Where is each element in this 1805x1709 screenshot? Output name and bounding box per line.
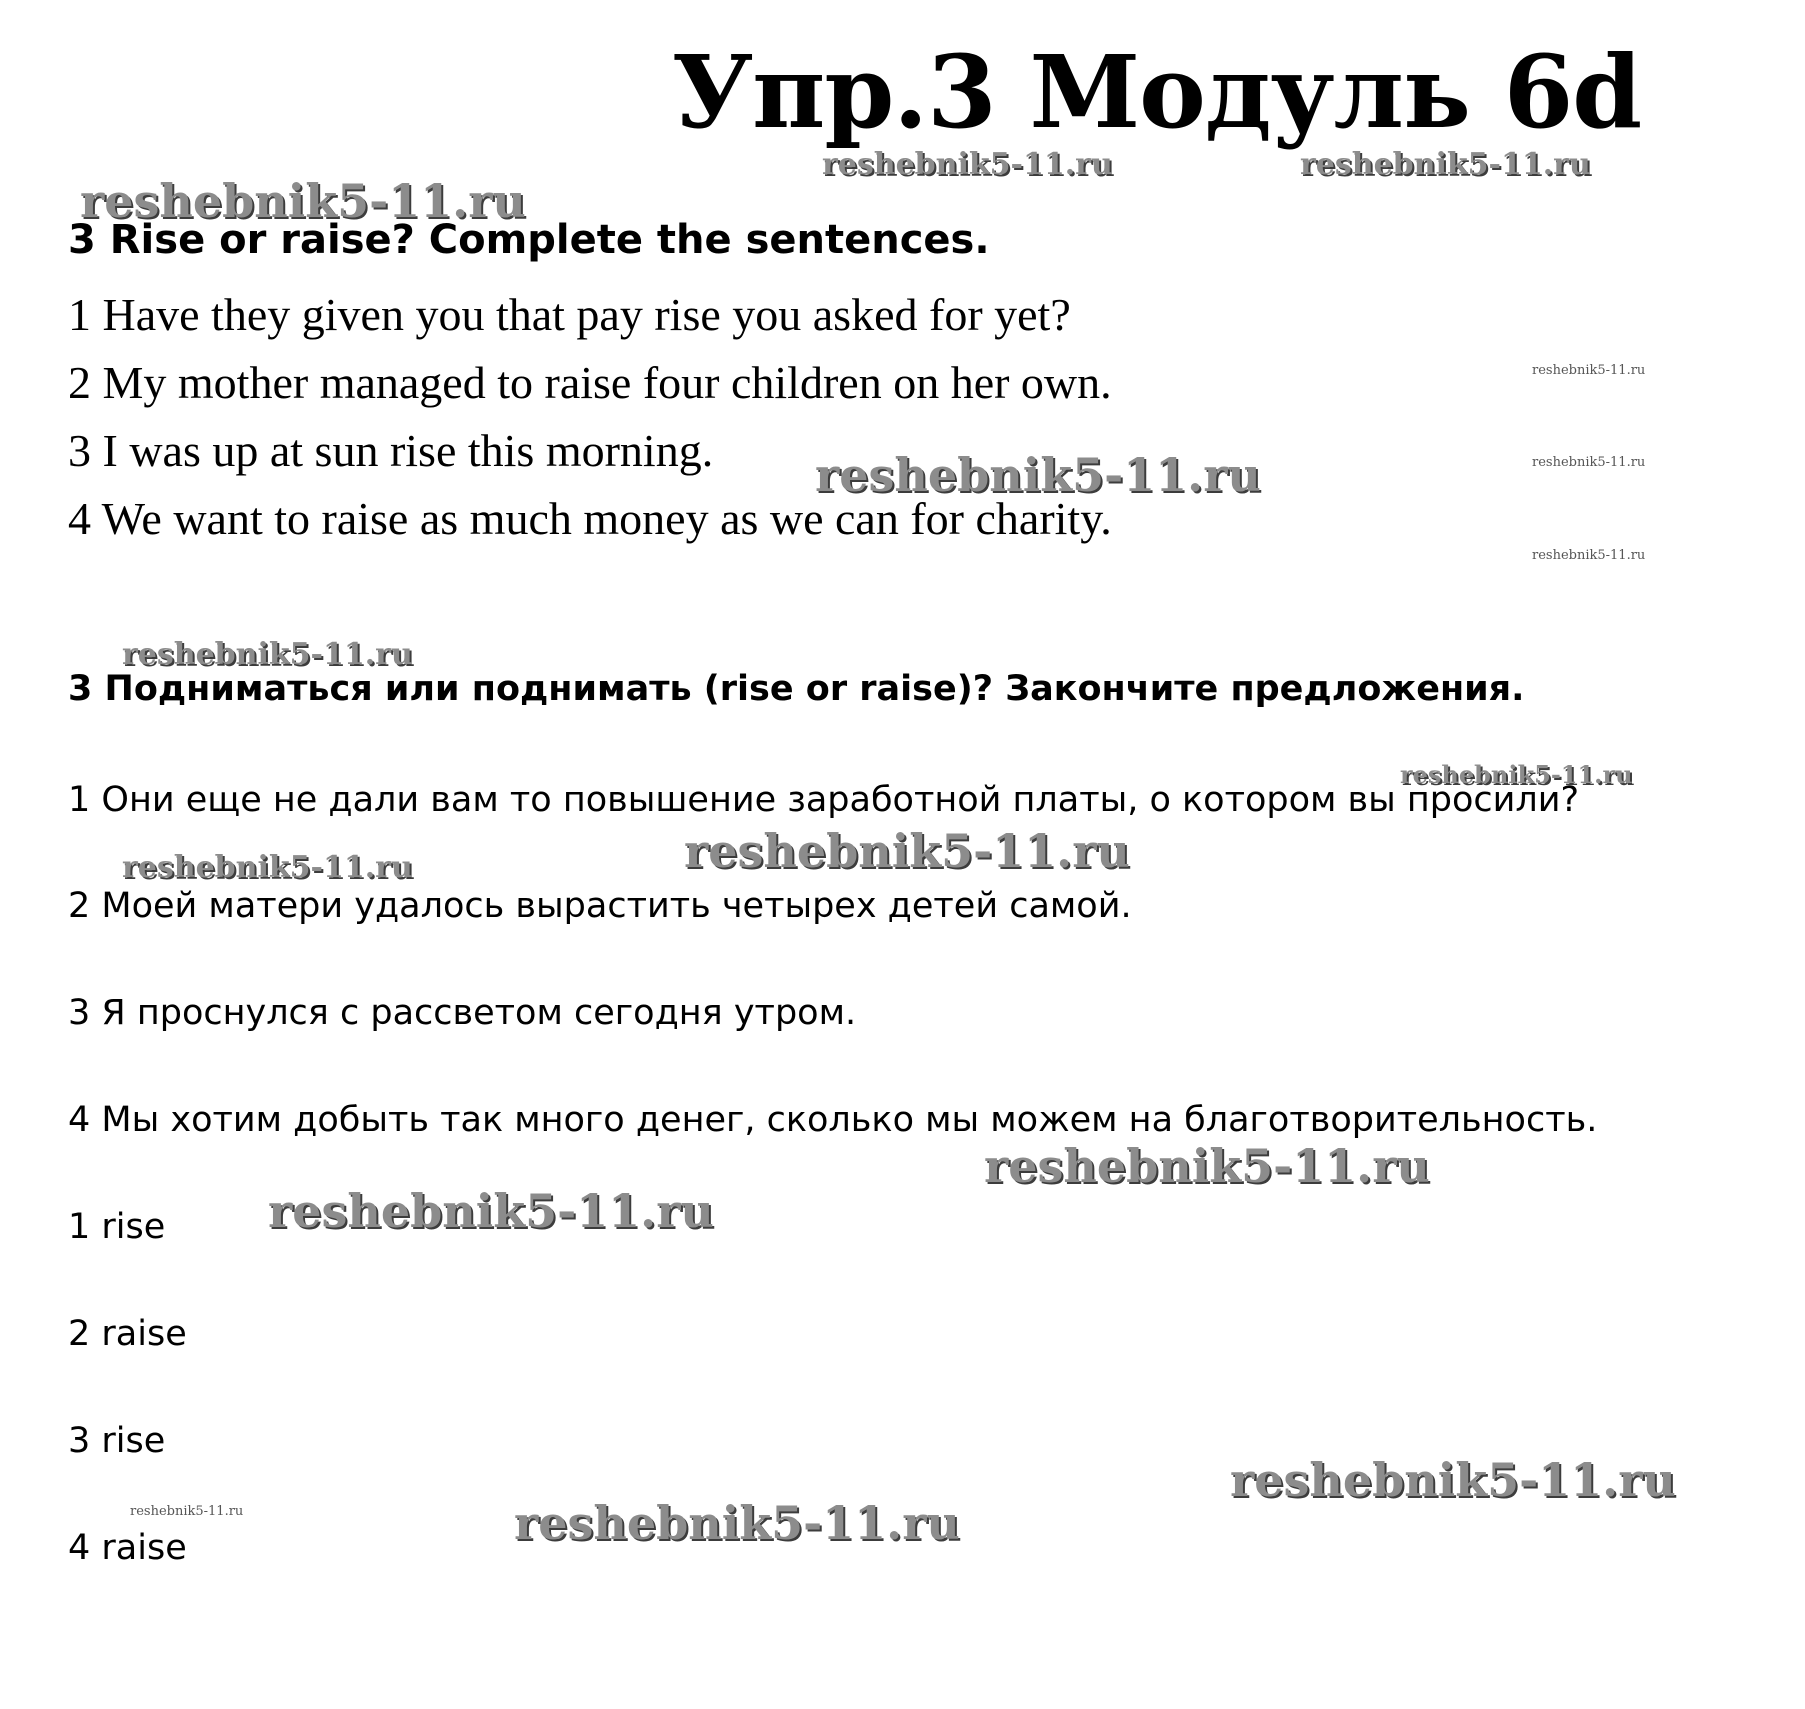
watermark: reshebnik5-11.ru [1532, 363, 1646, 378]
english-sentence-2: 2 My mother managed to raise four children on her own. [68, 357, 1112, 408]
english-sentence-3: 3 I was up at sun rise this morning. [68, 425, 714, 476]
watermark: reshebnik5-11.ru [684, 824, 1130, 878]
watermark: reshebnik5-11.ru [984, 1139, 1430, 1193]
answer-3: 3 rise [68, 1421, 166, 1461]
exercise-heading-english: 3 Rise or raise? Complete the sentences. [68, 217, 990, 263]
english-sentence-4: 4 We want to raise as much money as we can for charity. [68, 493, 1112, 544]
watermark: reshebnik5-11.ru [822, 147, 1113, 182]
watermark: reshebnik5-11.ru [1532, 548, 1646, 563]
watermark: reshebnik5-11.ru [80, 174, 526, 228]
russian-sentence-3: 3 Я проснулся с рассветом сегодня утром. [68, 993, 857, 1033]
answer-2: 2 raise [68, 1314, 187, 1354]
answer-4: 4 raise [68, 1528, 187, 1568]
watermark: reshebnik5-11.ru [815, 448, 1261, 502]
watermark: reshebnik5-11.ru [1400, 760, 1633, 789]
exercise-heading-russian: 3 Подниматься или поднимать (rise or raise)? Закончите предложения. [68, 669, 1525, 709]
watermark: reshebnik5-11.ru [122, 637, 413, 672]
watermark: reshebnik5-11.ru [122, 850, 413, 885]
watermark: reshebnik5-11.ru [1532, 455, 1646, 470]
russian-sentence-4: 4 Мы хотим добыть так много денег, сколько мы можем на благотворительность. [68, 1100, 1598, 1140]
russian-sentence-2: 2 Моей матери удалось вырастить четырех детей самой. [68, 886, 1132, 926]
watermark: reshebnik5-11.ru [268, 1184, 714, 1238]
english-sentence-1: 1 Have they given you that pay rise you asked for yet? [68, 289, 1071, 340]
page-title: Упр.3 Модуль 6d [672, 33, 1642, 151]
russian-sentence-1: 1 Они еще не дали вам то повышение заработной платы, о котором вы просили? [68, 780, 1580, 820]
watermark: reshebnik5-11.ru [1230, 1453, 1676, 1507]
watermark: reshebnik5-11.ru [130, 1504, 244, 1519]
answer-1: 1 rise [68, 1207, 166, 1247]
watermark: reshebnik5-11.ru [514, 1496, 960, 1550]
watermark: reshebnik5-11.ru [1300, 147, 1591, 182]
